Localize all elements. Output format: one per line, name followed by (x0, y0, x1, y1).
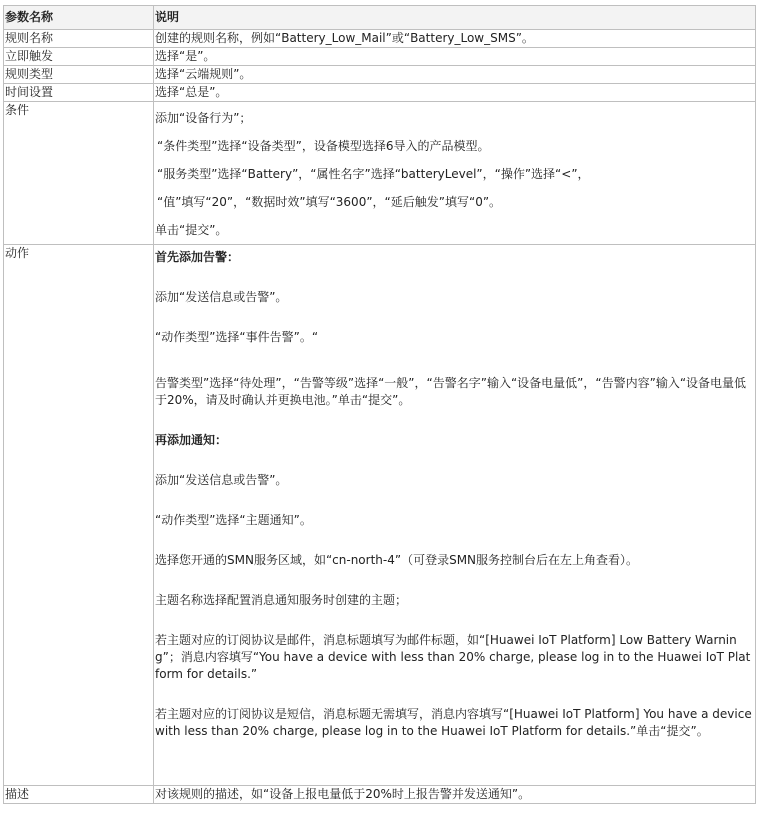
table-row-condition (4, 102, 756, 245)
condition-line: “条件类型”选择“设备类型”，设备模型选择6导入的产品模型。 (157, 139, 490, 153)
table-row-action (4, 245, 756, 786)
row-name: 条件 (4, 102, 154, 245)
table-header-row (4, 6, 756, 30)
row-name: 描述 (4, 786, 154, 804)
action-paragraph: “动作类型”选择“事件告警”。“ (155, 330, 319, 344)
action-heading: 首先添加告警： (155, 250, 240, 264)
action-heading: 再添加通知： (155, 433, 228, 447)
row-desc: 选择“总是”。 (154, 84, 756, 102)
table-row (4, 48, 756, 66)
row-name: 立即触发 (4, 48, 154, 66)
table-row (4, 66, 756, 84)
row-name: 动作 (4, 245, 154, 786)
row-desc: 选择“是”。 (154, 48, 756, 66)
table-row (4, 30, 756, 48)
action-paragraph: 告警类型”选择“待处理”，“告警等级”选择“一般”，“告警名字”输入“设备电量低”，“告警内容”输入“设备电量低于20%，请及时确认并更换电池。”单击“提交”。 (155, 376, 747, 407)
table-row-description (4, 786, 756, 804)
parameter-table (3, 5, 756, 804)
action-desc (154, 245, 756, 786)
condition-line: 添加“设备行为”； (155, 111, 252, 125)
row-desc: 对该规则的描述，如“设备上报电量低于20%时上报告警并发送通知”。 (154, 786, 756, 804)
header-param-name: 参数名称 (4, 6, 154, 30)
action-paragraph: 选择您开通的SMN服务区域，如“cn-north-4”（可登录SMN服务控制台后在左上角查看）。 (155, 553, 639, 567)
row-desc: 选择“云端规则”。 (154, 66, 756, 84)
row-name: 规则名称 (4, 30, 154, 48)
row-name: 时间设置 (4, 84, 154, 102)
action-paragraph: 若主题对应的订阅协议是短信，消息标题无需填写，消息内容填写“[Huawei IoT Platform] You have a device with less than 20% charge, please log in to the Huawei IoT Platform for details.”单击“提交”。 (155, 707, 752, 738)
table-row (4, 84, 756, 102)
condition-line: “服务类型”选择“Battery”，“属性名字”选择“batteryLevel”，“操作”选择“<”， (157, 167, 590, 181)
row-name: 规则类型 (4, 66, 154, 84)
action-paragraph: 若主题对应的订阅协议是邮件，消息标题填写为邮件标题，如“[Huawei IoT Platform] Low Battery Warning”；消息内容填写“You have a device with less than 20% charge, please log in to the Huawei IoT Platform for details.” (155, 633, 751, 681)
action-paragraph: “动作类型”选择“主题通知”。 (155, 513, 312, 527)
action-paragraph: 主题名称选择配置消息通知服务时创建的主题； (155, 593, 408, 607)
action-paragraph: 添加“发送信息或告警”。 (155, 473, 288, 487)
row-desc: 创建的规则名称，例如“Battery_Low_Mail”或“Battery_Low_SMS”。 (154, 30, 756, 48)
condition-desc (154, 102, 756, 245)
condition-line: 单击“提交”。 (155, 223, 228, 237)
condition-line: “值”填写“20”，“数据时效”填写“3600”，“延后触发”填写“0”。 (157, 195, 502, 209)
action-paragraph: 添加“发送信息或告警”。 (155, 290, 288, 304)
header-description: 说明 (154, 6, 756, 30)
